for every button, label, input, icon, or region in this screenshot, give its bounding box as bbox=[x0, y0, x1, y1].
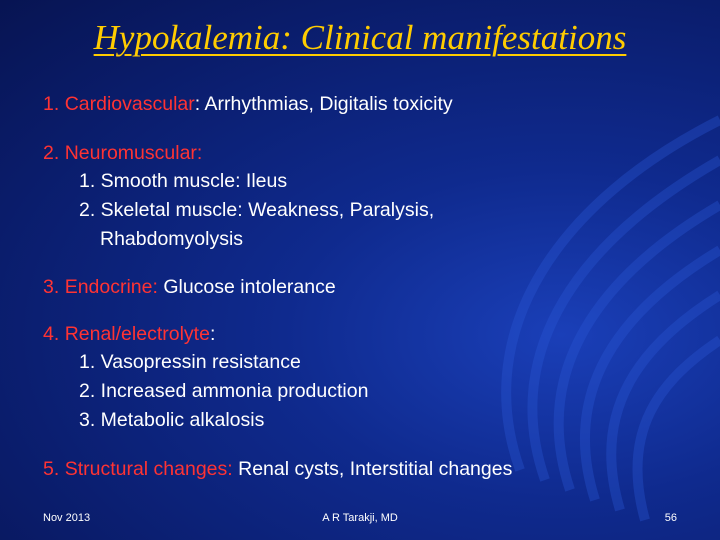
subitem-ammonia: 2. Increased ammonia production bbox=[79, 380, 369, 402]
item-text: Renal cysts, Interstitial changes bbox=[232, 458, 513, 480]
item-heading: Renal/electrolyte bbox=[64, 323, 210, 345]
item-cardiovascular bbox=[43, 93, 453, 115]
subitem-smooth-muscle: 1. Smooth muscle: Ileus bbox=[79, 170, 288, 192]
slide-number: 56 bbox=[664, 512, 677, 524]
subitem-skeletal-muscle: 2. Skeletal muscle: Weakness, Paralysis, bbox=[79, 199, 435, 221]
item-heading: Cardiovascular bbox=[64, 93, 195, 115]
item-number: 1. bbox=[43, 93, 60, 115]
item-renal-electrolyte bbox=[43, 323, 215, 345]
item-heading: Neuromuscular: bbox=[64, 142, 203, 164]
footer-author: A R Tarakji, MD bbox=[322, 512, 398, 524]
subitem-alkalosis: 3. Metabolic alkalosis bbox=[79, 409, 265, 431]
subitem-vasopressin: 1. Vasopressin resistance bbox=[79, 351, 301, 373]
item-colon: : bbox=[194, 93, 201, 115]
item-neuromuscular bbox=[43, 142, 202, 164]
item-number: 2. bbox=[43, 142, 60, 164]
item-heading: Structural changes: bbox=[64, 458, 233, 480]
item-number: 3. bbox=[43, 276, 60, 298]
subitem-skeletal-muscle-continued: Rhabdomyolysis bbox=[100, 228, 244, 250]
slide-title: Hypokalemia: Clinical manifestations bbox=[93, 18, 627, 57]
item-number: 5. bbox=[43, 458, 60, 480]
item-heading: Endocrine: bbox=[64, 276, 158, 298]
item-colon: : bbox=[209, 323, 216, 345]
item-text: Arrhythmias, Digitalis toxicity bbox=[200, 93, 453, 115]
item-structural-changes bbox=[43, 458, 512, 480]
footer-date: Nov 2013 bbox=[43, 512, 91, 524]
item-endocrine bbox=[43, 276, 336, 298]
item-number: 4. bbox=[43, 323, 60, 345]
item-text: Glucose intolerance bbox=[157, 276, 336, 298]
